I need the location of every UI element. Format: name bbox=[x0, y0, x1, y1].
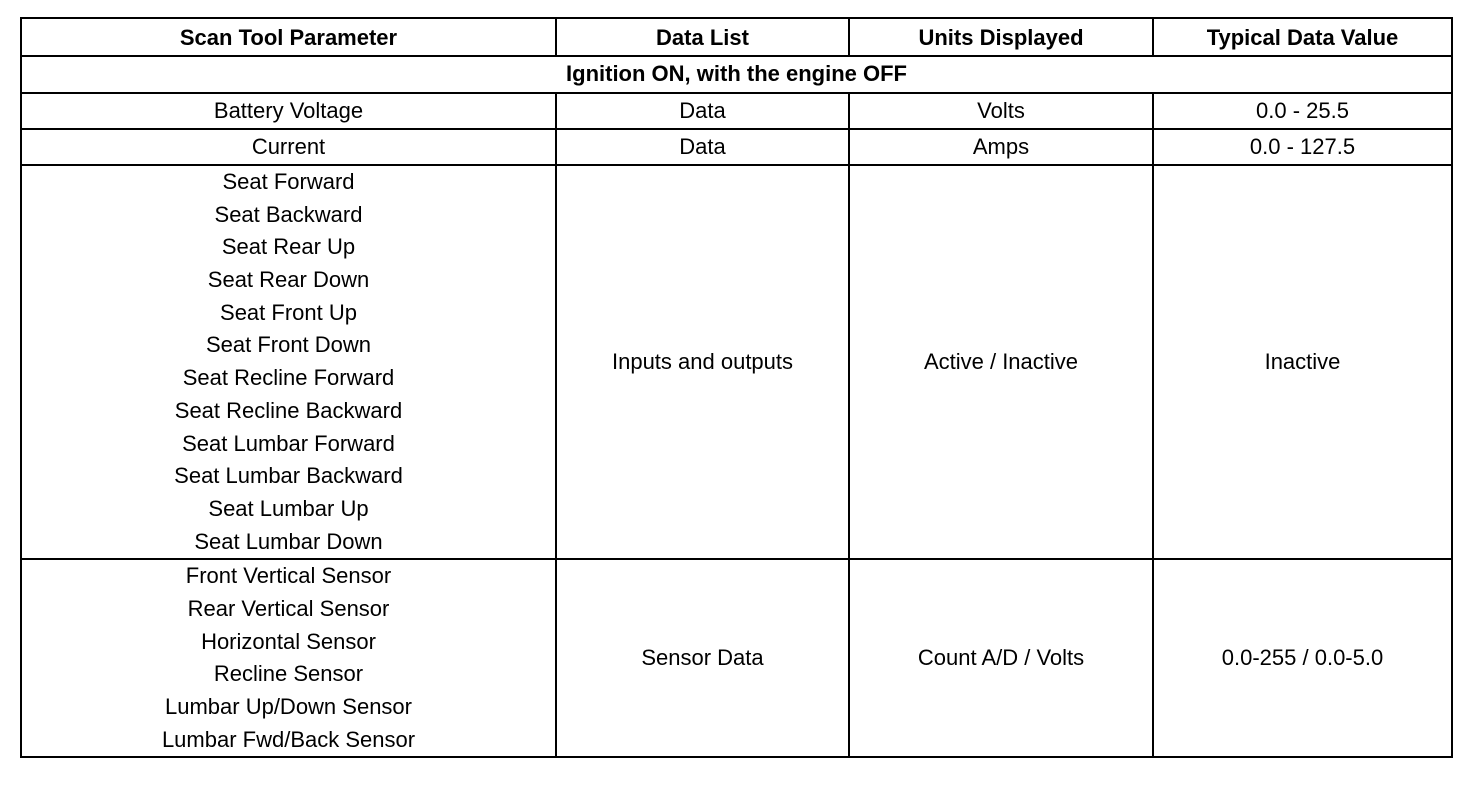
parameter-item: Lumbar Up/Down Sensor bbox=[164, 694, 412, 719]
parameter-item: Seat Backward bbox=[214, 201, 363, 227]
typical-value-cell: 0.0-255 / 0.0-5.0 bbox=[1153, 559, 1452, 757]
table-row-group bbox=[21, 559, 1452, 757]
parameter-item: Recline Sensor bbox=[213, 661, 364, 687]
data-list-cell: Data bbox=[556, 93, 849, 129]
units-cell: Count A/D / Volts bbox=[849, 559, 1153, 757]
parameter-item: Horizontal Sensor bbox=[201, 628, 376, 654]
data-list-cell: Inputs and outputs bbox=[556, 165, 849, 559]
header-typical-data-value: Typical Data Value bbox=[1153, 18, 1452, 56]
table-row bbox=[21, 129, 1452, 165]
typical-value-cell: 0.0 - 127.5 bbox=[1153, 129, 1452, 165]
parameter-list-cell bbox=[21, 559, 556, 757]
section-row bbox=[21, 56, 1452, 93]
section-title: Ignition ON, with the engine OFF bbox=[21, 56, 1452, 93]
parameter-item: Seat Forward bbox=[222, 169, 355, 194]
units-cell: Amps bbox=[849, 129, 1153, 165]
parameter-item: Seat Rear Down bbox=[207, 267, 370, 293]
parameter-item: Seat Front Up bbox=[220, 299, 357, 325]
units-cell: Volts bbox=[849, 93, 1153, 129]
header-data-list: Data List bbox=[556, 18, 849, 56]
parameter-cell: Battery Voltage bbox=[21, 93, 556, 129]
header-units-displayed: Units Displayed bbox=[849, 18, 1153, 56]
parameter-item: Seat Lumbar Backward bbox=[174, 463, 403, 489]
parameter-item: Seat Lumbar Forward bbox=[182, 430, 395, 456]
parameter-list-cell bbox=[21, 165, 556, 559]
parameter-item: Rear Vertical Sensor bbox=[187, 595, 390, 621]
units-cell: Active / Inactive bbox=[849, 165, 1153, 559]
header-row bbox=[21, 18, 1452, 56]
parameter-item: Seat Lumbar Up bbox=[208, 495, 369, 521]
parameter-item: Front Vertical Sensor bbox=[185, 563, 392, 589]
parameter-item: Seat Recline Forward bbox=[182, 365, 395, 391]
parameter-item: Seat Rear Up bbox=[221, 234, 356, 260]
parameter-item: Lumbar Fwd/Back Sensor bbox=[161, 726, 416, 752]
parameter-item: Seat Front Down bbox=[205, 332, 372, 358]
parameter-item: Seat Recline Backward bbox=[174, 397, 403, 423]
table-row bbox=[21, 93, 1452, 129]
typical-value-cell: Inactive bbox=[1153, 165, 1452, 559]
parameter-item: Seat Lumbar Down bbox=[194, 528, 383, 554]
scan-tool-data-table bbox=[20, 17, 1453, 758]
parameter-cell: Current bbox=[21, 129, 556, 165]
data-list-cell: Sensor Data bbox=[556, 559, 849, 757]
header-scan-tool-parameter: Scan Tool Parameter bbox=[21, 18, 556, 56]
data-list-cell: Data bbox=[556, 129, 849, 165]
table-row-group bbox=[21, 165, 1452, 559]
typical-value-cell: 0.0 - 25.5 bbox=[1153, 93, 1452, 129]
